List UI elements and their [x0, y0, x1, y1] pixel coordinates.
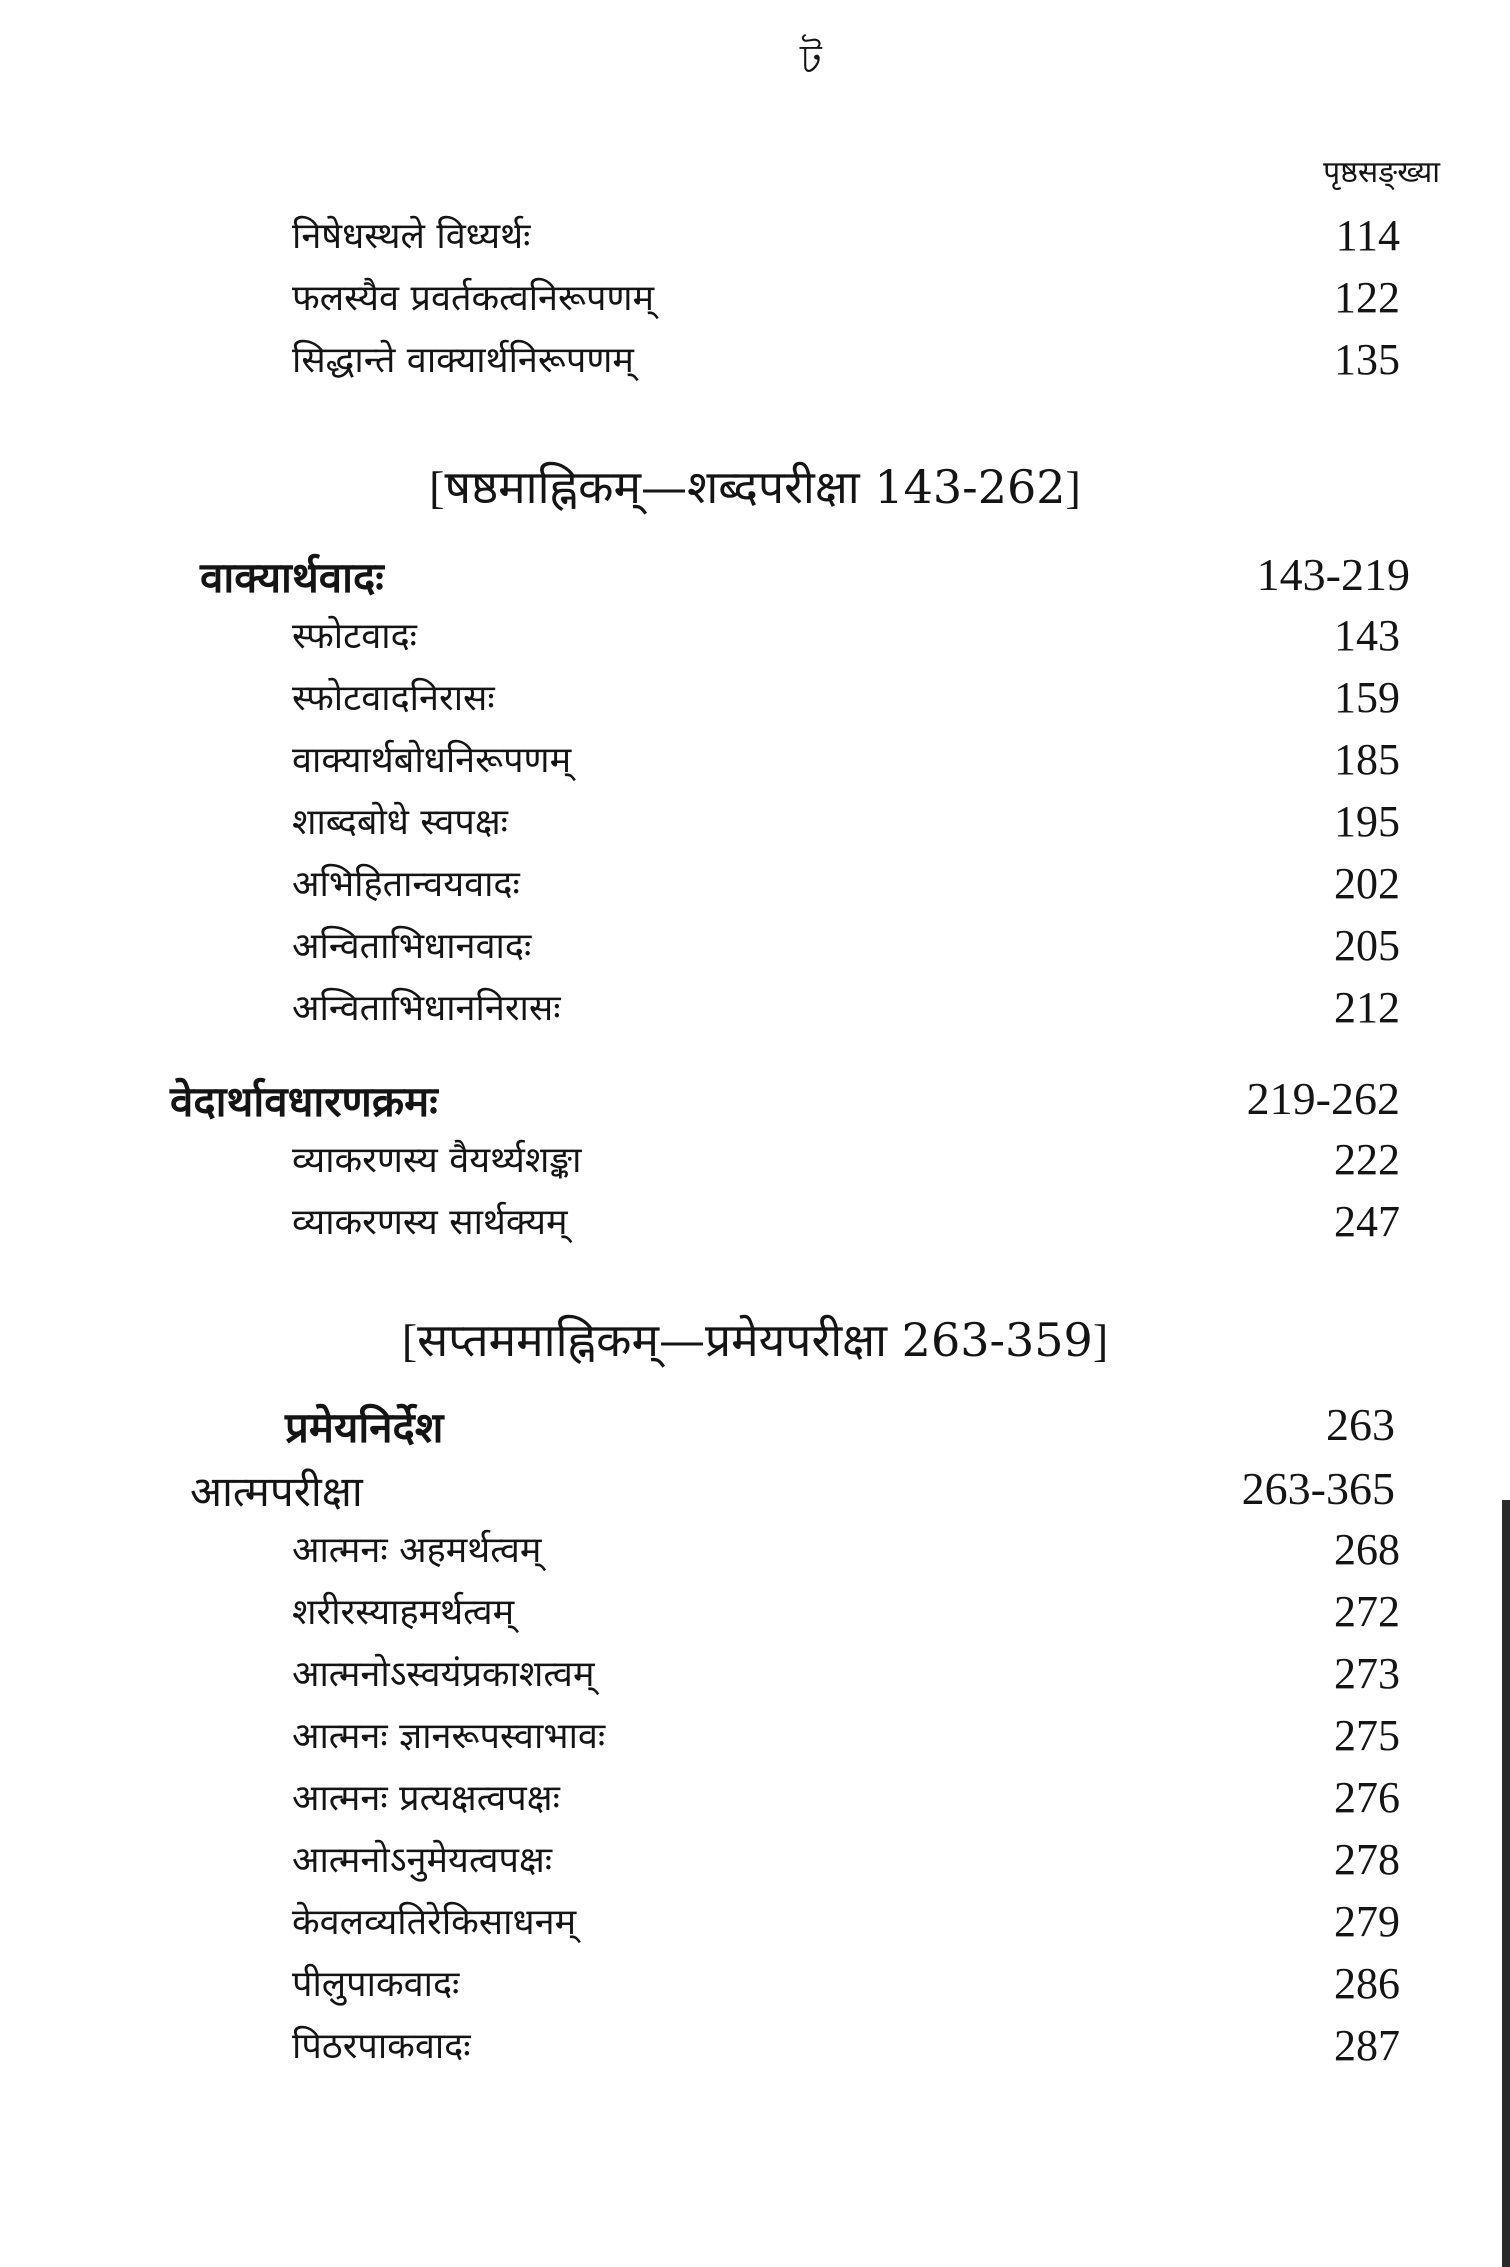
entry-page: 159	[1334, 673, 1400, 722]
toc-entry	[0, 1958, 1510, 2018]
entry-page: 268	[1334, 1525, 1400, 1574]
toc-entry	[0, 1648, 1510, 1708]
toc-group	[0, 1462, 1510, 1522]
entry-title: स्फोटवादः	[292, 616, 417, 657]
entry-page: 247	[1334, 1197, 1400, 1246]
entry-title: व्याकरणस्य सार्थक्यम्	[292, 1202, 568, 1243]
entry-title: शाब्दबोधे स्वपक्षः	[292, 802, 508, 843]
entry-title: आत्मनोऽनुमेयत्वपक्षः	[292, 1840, 553, 1881]
entry-title: पिठरपाकवादः	[292, 2026, 471, 2067]
scan-edge-shadow	[1502, 1500, 1510, 2267]
group-title: आत्मपरीक्षा	[190, 1467, 363, 1516]
entry-title: वाक्यार्थबोधनिरूपणम्	[292, 740, 572, 781]
toc-entry	[0, 610, 1510, 670]
group-title: वेदार्थावधारणक्रमः	[170, 1077, 438, 1126]
entry-page: 205	[1334, 921, 1400, 970]
toc-entry	[0, 210, 1510, 270]
toc-entry	[0, 334, 1510, 394]
entry-title: पीलुपाकवादः	[292, 1964, 460, 2005]
toc-entry	[0, 1896, 1510, 1956]
toc-entry	[0, 1834, 1510, 1894]
entry-page: 114	[1335, 211, 1400, 260]
section-heading-text: सप्तममाह्निकम्—प्रमेयपरीक्षा 263-359	[417, 1313, 1093, 1367]
entry-page: 185	[1334, 735, 1400, 784]
section-heading-text: षष्ठमाह्निकम्—शब्दपरीक्षा 143-262	[444, 460, 1066, 514]
toc-entry	[0, 1710, 1510, 1770]
toc-entry	[0, 982, 1510, 1042]
entry-page: 279	[1334, 1897, 1400, 1946]
page-folio: ট	[800, 37, 822, 83]
section-heading: [षष्ठमाह्निकम्—शब्दपरीक्षा 143-262]	[429, 460, 1081, 514]
toc-entry	[0, 1524, 1510, 1584]
group-title: प्रमेयनिर्देश	[285, 1403, 444, 1452]
entry-title: अभिहितान्वयवादः	[292, 864, 520, 905]
entry-title: अन्विताभिधानवादः	[292, 926, 532, 967]
toc-group	[0, 548, 1510, 608]
toc-entry	[0, 2020, 1510, 2080]
entry-title: आत्मनः ज्ञानरूपस्वाभावः	[292, 1716, 606, 1757]
entry-page: 212	[1334, 983, 1400, 1032]
group-page-range: 143-219	[1256, 549, 1410, 600]
entry-page: 195	[1334, 797, 1400, 846]
entry-title: केवलव्यतिरेकिसाधनम्	[292, 1902, 577, 1943]
entry-page: 278	[1334, 1835, 1400, 1884]
entry-title: शरीरस्याहमर्थत्वम्	[292, 1592, 515, 1633]
section-heading: [सप्तममाह्निकम्—प्रमेयपरीक्षा 263-359]	[401, 1313, 1109, 1367]
entry-page: 135	[1334, 335, 1400, 384]
entry-title: आत्मनः प्रत्यक्षत्वपक्षः	[292, 1778, 560, 1819]
entry-page: 222	[1334, 1135, 1400, 1184]
entry-title: व्याकरणस्य वैयर्थ्यशङ्का	[292, 1140, 582, 1181]
entry-title: आत्मनोऽस्वयंप्रकाशत्वम्	[292, 1654, 595, 1695]
toc-entry	[0, 796, 1510, 856]
toc-group	[0, 1072, 1510, 1132]
toc-entry	[0, 858, 1510, 918]
entry-title: सिद्धान्ते वाक्यार्थनिरूपणम्	[292, 340, 634, 381]
entry-title: आत्मनः अहमर्थत्वम्	[292, 1530, 542, 1571]
entry-page: 276	[1334, 1773, 1400, 1822]
entry-page: 272	[1334, 1587, 1400, 1636]
toc-entry	[0, 1196, 1510, 1256]
page-number-column-heading: पृष्ठसङ्ख्या	[1323, 155, 1440, 190]
entry-page: 273	[1334, 1649, 1400, 1698]
group-page-range: 263-365	[1241, 1463, 1395, 1514]
toc-group	[0, 1398, 1510, 1458]
toc-entry	[0, 672, 1510, 732]
entry-title: अन्विताभिधाननिरासः	[292, 988, 561, 1029]
entry-page: 275	[1334, 1711, 1400, 1760]
entry-page: 202	[1334, 859, 1400, 908]
entry-page: 122	[1334, 273, 1400, 322]
toc-entry	[0, 920, 1510, 980]
entry-title: निषेधस्थले विध्यर्थः	[292, 216, 531, 257]
group-page-range: 219-262	[1246, 1073, 1400, 1124]
group-title: वाक्यार्थवादः	[200, 553, 384, 602]
toc-entry	[0, 1586, 1510, 1646]
toc-entry	[0, 734, 1510, 794]
toc-entry	[0, 1134, 1510, 1194]
toc-entry	[0, 1772, 1510, 1832]
entry-page: 287	[1334, 2021, 1400, 2070]
entry-page: 143	[1334, 611, 1400, 660]
toc-entry	[0, 272, 1510, 332]
entry-title: स्फोटवादनिरासः	[292, 678, 495, 719]
entry-page: 286	[1334, 1959, 1400, 2008]
entry-title: फलस्यैव प्रवर्तकत्वनिरूपणम्	[292, 278, 655, 319]
group-page: 263	[1326, 1399, 1395, 1450]
